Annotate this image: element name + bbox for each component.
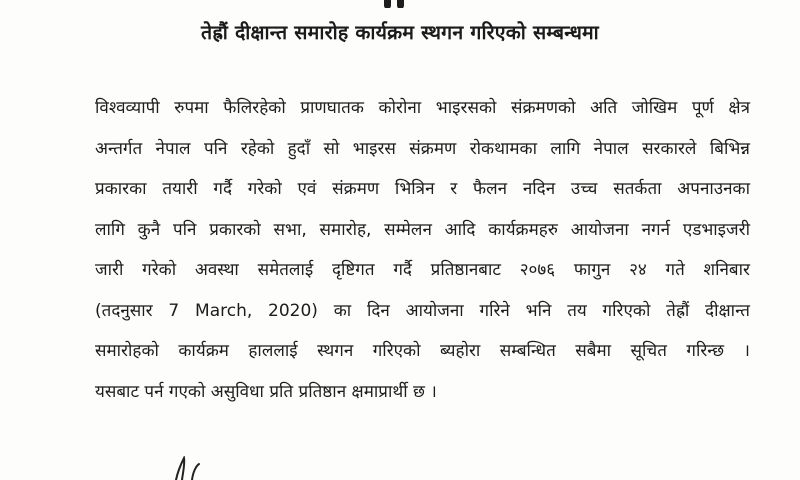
body-line-6: (तदनुसार 7 March, 2020) का दिन आयोजना गरिने भनि तय गरिएको तेह्रौं दीक्षान्त	[95, 300, 750, 321]
body-line-4: लागि कुनै पनि प्रकारको सभा, समारोह, सम्मेलन आदि कार्यक्रमहरु आयोजना नगर्न एडभाइजरी	[95, 219, 750, 240]
signature-mark	[170, 456, 230, 480]
body-line-8: यसबाट पर्न गएको असुविधा प्रति प्रतिष्ठान क्षमाप्रार्थी छ ।	[95, 381, 437, 402]
notice-body	[95, 92, 750, 416]
body-line-1: विश्वव्यापी रुपमा फैलिरहेको प्राणघातक कोरोना भाइरसको संक्रमणको अति जोखिम पूर्ण क्षेत्र	[95, 98, 750, 118]
cropped-heading-fragment	[384, 0, 410, 8]
body-line-5: जारी गरेको अवस्था समेतलाई दृष्टिगत गर्दै प्रतिष्ठानबाट २०७६ फागुन २४ गते शनिबार	[95, 260, 750, 280]
body-line-2: अन्तर्गत नेपाल पनि रहेको हुदाँ सो भाइरस संक्रमण रोकथामका लागि नेपाल सरकारले बिभिन्न	[95, 138, 750, 159]
notice-title: तेह्रौं दीक्षान्त समारोह कार्यक्रम स्थगन गरिएको सम्बन्धमा	[201, 21, 599, 44]
body-line-3: प्रकारका तयारी गर्दै गरेको एवं संक्रमण भित्रिन र फैलन नदिन उच्च सतर्कता अपनाउनका	[95, 179, 750, 199]
body-line-7: समारोहको कार्यक्रम हाललाई स्थगन गरिएको ब्यहोरा सम्बन्धित सबैमा सूचित गरिन्छ ।	[95, 341, 750, 361]
